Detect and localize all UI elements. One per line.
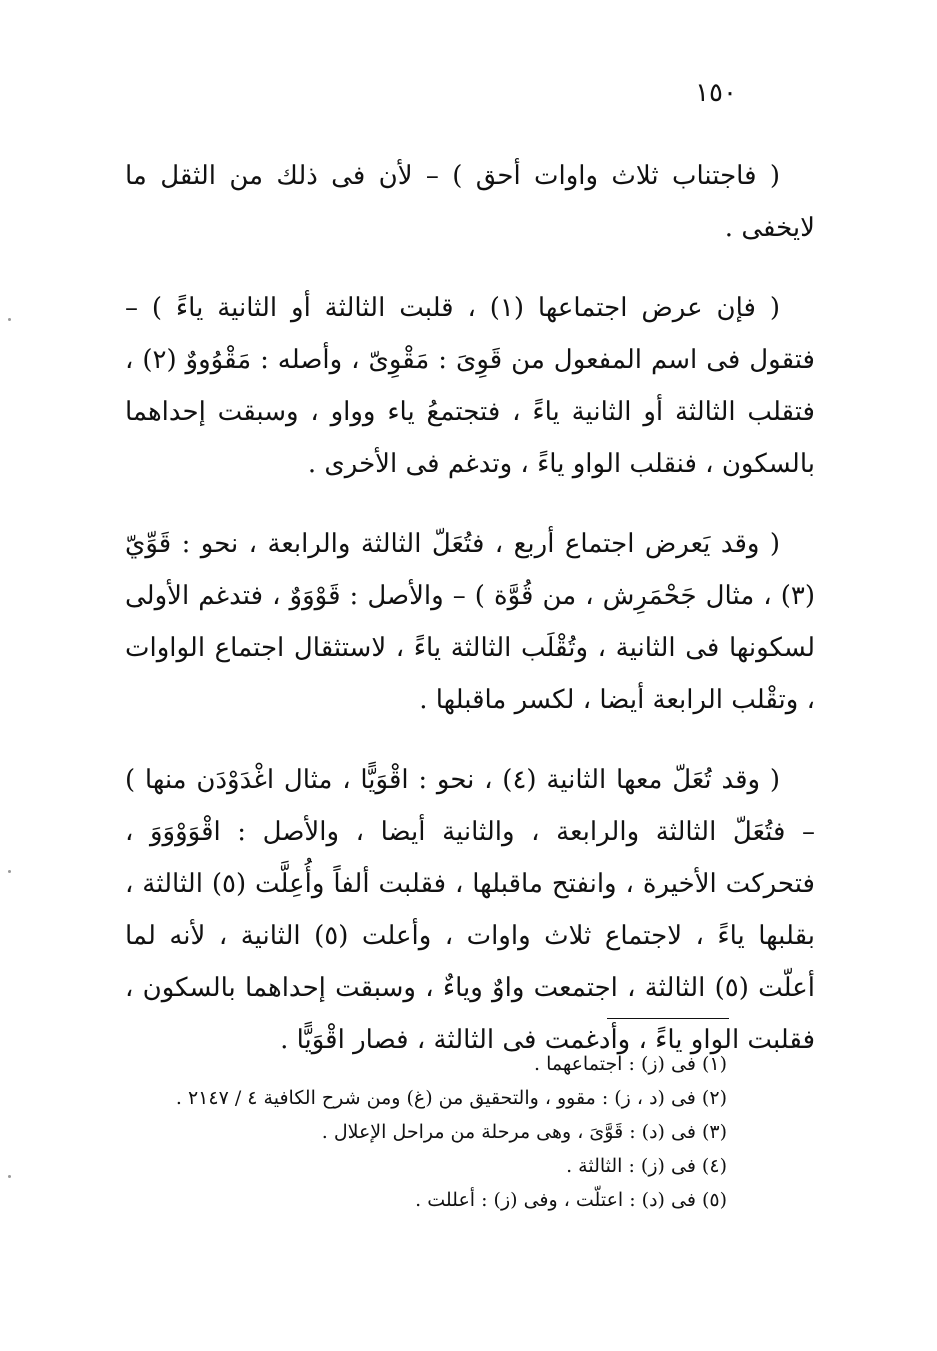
footnote-5: (٥) فى (د) : اعتلّت ، وفى (ز) : أعللت . <box>415 1189 727 1211</box>
paragraph-1: ( فاجتناب ثلاث واوات أحق ) – لأن فى ذلك من الثقل ما لايخفى . <box>125 161 815 243</box>
scan-edge-mark <box>8 870 11 873</box>
main-text <box>125 150 815 1094</box>
footnote-2: (٢) فى (د ، ز) : مقوو ، والتحقيق من (غ) ومن شرح الكافية ٤ / ٢١٤٧ . <box>175 1087 727 1109</box>
scan-edge-mark <box>8 318 11 321</box>
page-number: ١٥٠ <box>695 78 737 108</box>
paragraph-4: ( وقد تُعَلّ معها الثانية (٤) ، نحو : اقْوَيًّا ، مثال اغْدَوْدَن منها ) – فتُعَلّ الثالثة والرابعة ، والثانية أيضا ، والأصل : اقْوَوْوَوَ ، فتحركت الأخيرة ، وانفتح ماقبلها ، فقلبت ألفاً وأُعِلَّت (٥) الثالثة ، بقلبها ياءً ، لاجتماع ثلاث واوات ، وأعلت (٥) الثانية ، لأنه لما أعلّت (٥) الثالثة ، اجتمعت واوٌ وياءٌ ، وسبقت إحداهما بالسكون ، فقلبت الواو ياءً ، وأدغمت فى الثالثة ، فصار اقْوَيًّا . <box>125 765 815 1055</box>
paragraph-3: ( وقد يَعرض اجتماع أربع ، فتُعَلّ الثالثة والرابعة ، نحو : قَوِّيّ (٣) ، مثال جَحْمَرِش ، من قُوَّة ) – والأصل : قَوْوَوٌ ، فتدغم الأولى لسكونها فى الثانية ، وتُقْلَب الثالثة ياءً ، لاستثقال اجتماع الواوات ، وتقْلب الرابعة أيضا ، لكسر ماقبلها . <box>125 529 815 715</box>
scan-edge-mark <box>8 1175 11 1178</box>
footnote-separator <box>607 1018 729 1019</box>
footnote-1: (١) فى (ز) : اجتماعهما . <box>533 1053 727 1075</box>
footnote-3: (٣) فى (د) : قَوَّىَ ، وهى مرحلة من مراحل الإعلال . <box>321 1121 727 1143</box>
footnotes <box>117 1047 727 1217</box>
footnote-4: (٤) فى (ز) : الثالثة . <box>566 1155 727 1177</box>
paragraph-2: ( فإن عرض اجتماعها (١) ، قلبت الثالثة أو الثانية ياءً ) – فتقول فى اسم المفعول من قَوِىَ : مَقْوِىّ ، وأصله : مَقْوُووٌ (٢) ، فتقلب الثالثة أو الثانية ياءً ، فتجتمعُ ياء وواو ، وسبقت إحداهما بالسكون ، فنقلب الواو ياءً ، وتدغم فى الأخرى . <box>125 293 815 479</box>
